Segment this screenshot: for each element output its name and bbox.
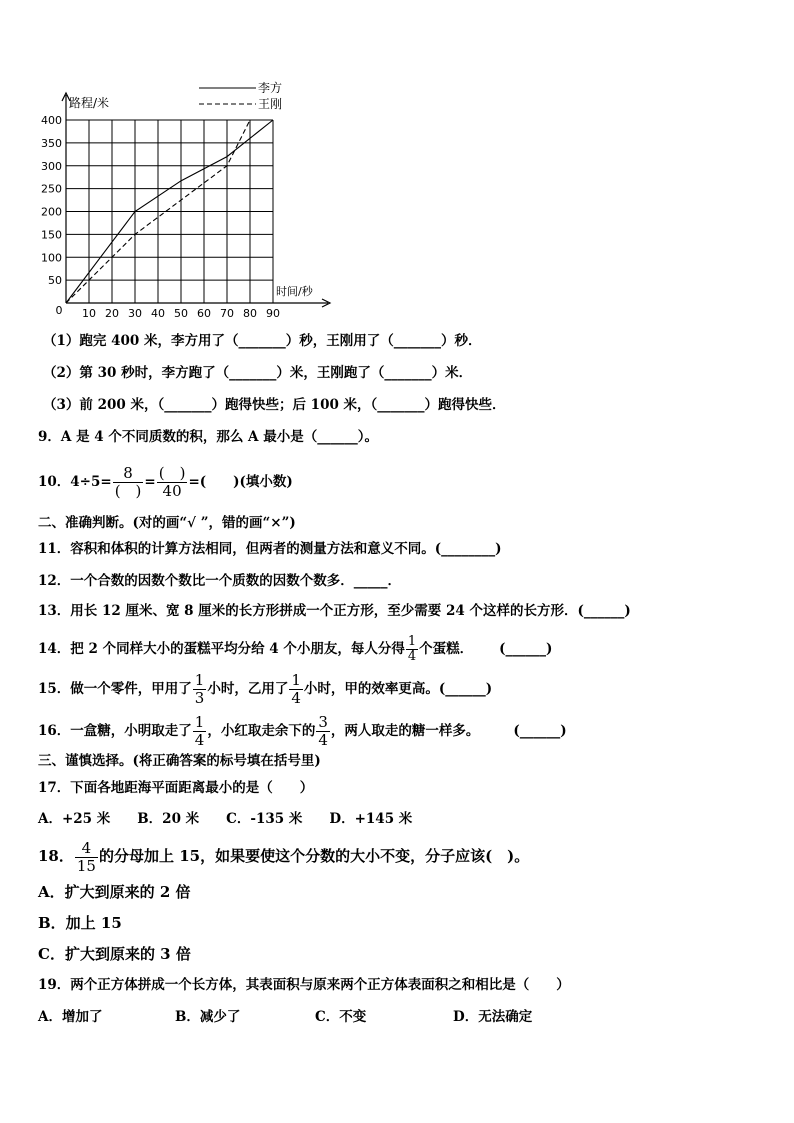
question-18 (38, 838, 529, 875)
q8-sub3: （3）前 200 米，（_______）跑得快些；后 100 米，（_______）跑得快些． (43, 397, 506, 413)
q10-equals: = (144, 474, 156, 490)
q15-f2-denominator: 4 (291, 689, 301, 707)
origin-label: 0 (55, 304, 63, 317)
legend-label: 王刚 (258, 97, 283, 111)
q15-f1-denominator: 3 (194, 689, 205, 707)
q18-fraction (75, 840, 98, 875)
q10-f1-numerator: 8 (113, 465, 144, 483)
question-15 (38, 672, 492, 707)
x-tick-label: 90 (266, 307, 280, 320)
question-17: 17．下面各地距海平面距离最小的是（ ） (38, 780, 314, 796)
q10-fraction-1 (113, 465, 144, 500)
y-tick-label: 100 (41, 251, 62, 265)
q14-suffix: 个蛋糕． (419, 641, 474, 657)
q16-part3: ，两人取走的糖一样多。 (330, 723, 480, 739)
q10-f1-denominator: ( ) (114, 482, 142, 500)
q16-f1-denominator: 4 (194, 731, 205, 749)
q10-suffix: =( )(填小数) (188, 474, 293, 490)
q15-part3: 小时，甲的效率更高。(______) (303, 681, 493, 697)
question-19: 19．两个正方体拼成一个长方体，其表面积与原来两个正方体表面积之和相比是（ ） (38, 977, 570, 993)
q16-f1-numerator: 1 (194, 713, 205, 731)
x-tick-label: 20 (105, 307, 119, 320)
q15-fraction-2 (289, 672, 303, 707)
x-tick-label: 70 (220, 307, 234, 320)
distance-time-chart (0, 0, 794, 330)
question-10 (38, 460, 293, 504)
x-tick-label: 30 (128, 307, 142, 320)
section-2-heading: 二、准确判断。(对的画“√ ”，错的画“×”) (38, 515, 296, 531)
q15-f1-numerator: 1 (194, 671, 205, 689)
q16-f2-denominator: 4 (318, 731, 328, 749)
q8-sub2: （2）第 30 秒时，李方跑了（_______）米，王刚跑了（_______）米． (43, 365, 473, 381)
q18-numerator: 4 (75, 840, 98, 858)
q19-option-a: A．增加了 (38, 1009, 103, 1025)
legend-label: 李方 (258, 81, 283, 95)
q19-option-d: D．无法确定 (453, 1009, 533, 1025)
q14-denominator: 4 (407, 649, 417, 664)
y-tick-label: 250 (41, 182, 62, 196)
q16-fraction-1 (193, 714, 207, 749)
q19-option-c: C．不变 (315, 1009, 367, 1025)
question-11: 11．容积和体积的计算方法相同，但两者的测量方法和意义不同。(________) (38, 541, 502, 557)
question-18-option-b: B．加上 15 (38, 914, 122, 932)
q18-prefix: 18． (38, 847, 74, 865)
x-tick-label: 10 (82, 307, 96, 320)
q14-blank: (______) (499, 641, 553, 657)
question-14 (38, 634, 552, 664)
y-tick-label: 350 (41, 136, 62, 150)
question-16 (38, 714, 567, 749)
q18-denominator: 15 (76, 856, 96, 875)
q10-f2-denominator: 40 (162, 482, 182, 500)
y-axis-label: 路程/米 (69, 96, 110, 110)
q15-fraction-1 (193, 672, 207, 707)
x-tick-label: 50 (174, 307, 188, 320)
x-axis-label: 时间/秒 (276, 285, 313, 298)
q19-option-b: B．减少了 (175, 1009, 241, 1025)
q15-f2-numerator: 1 (291, 671, 301, 689)
question-9: 9．A 是 4 个不同质数的积，那么 A 最小是（______）。 (38, 429, 378, 445)
y-tick-label: 150 (41, 228, 62, 242)
q16-blank: (______) (513, 723, 567, 739)
q10-prefix: 10．4÷5= (38, 474, 112, 490)
x-tick-label: 40 (151, 307, 165, 320)
q16-part2: ，小红取走余下的 (207, 723, 316, 739)
q15-part1: 15．做一个零件，甲用了 (38, 681, 192, 697)
x-tick-label: 80 (243, 307, 257, 320)
x-tick-label: 60 (197, 307, 211, 320)
section-3-heading: 三、谨慎选择。(将正确答案的标号填在括号里) (38, 753, 321, 769)
q15-part2: 小时，乙用了 (207, 681, 289, 697)
question-18-option-a: A．扩大到原来的 2 倍 (38, 883, 191, 901)
q18-suffix: 的分母加上 15，如果要使这个分数的大小不变，分子应该( )。 (98, 847, 530, 865)
q16-part1: 16．一盒糖，小明取走了 (38, 723, 192, 739)
y-tick-label: 200 (41, 205, 62, 219)
question-12: 12．一个合数的因数个数比一个质数的因数个数多．_____． (38, 573, 402, 589)
y-tick-label: 400 (41, 114, 62, 127)
question-18-option-c: C．扩大到原来的 3 倍 (38, 945, 191, 963)
q10-f2-numerator: ( ) (158, 464, 186, 482)
question-13: 13．用长 12 厘米、宽 8 厘米的长方形拼成一个正方形，至少需要 24 个这样的长方形．(______) (38, 603, 631, 619)
q14-fraction (406, 635, 418, 664)
q10-fraction-2 (157, 465, 188, 500)
q14-numerator: 1 (407, 634, 417, 649)
q8-sub1: （1）跑完 400 米，李方用了（_______）秒，王刚用了（_______）秒． (43, 333, 482, 349)
y-tick-label: 300 (41, 159, 62, 173)
q16-f2-numerator: 3 (318, 713, 328, 731)
question-17-options: A．+25 米 B．20 米 C．-135 米 D．+145 米 (38, 811, 413, 827)
q16-fraction-2 (316, 714, 330, 749)
q14-prefix: 14．把 2 个同样大小的蛋糕平均分给 4 个小朋友，每人分得 (38, 641, 405, 657)
y-tick-label: 50 (48, 274, 62, 288)
